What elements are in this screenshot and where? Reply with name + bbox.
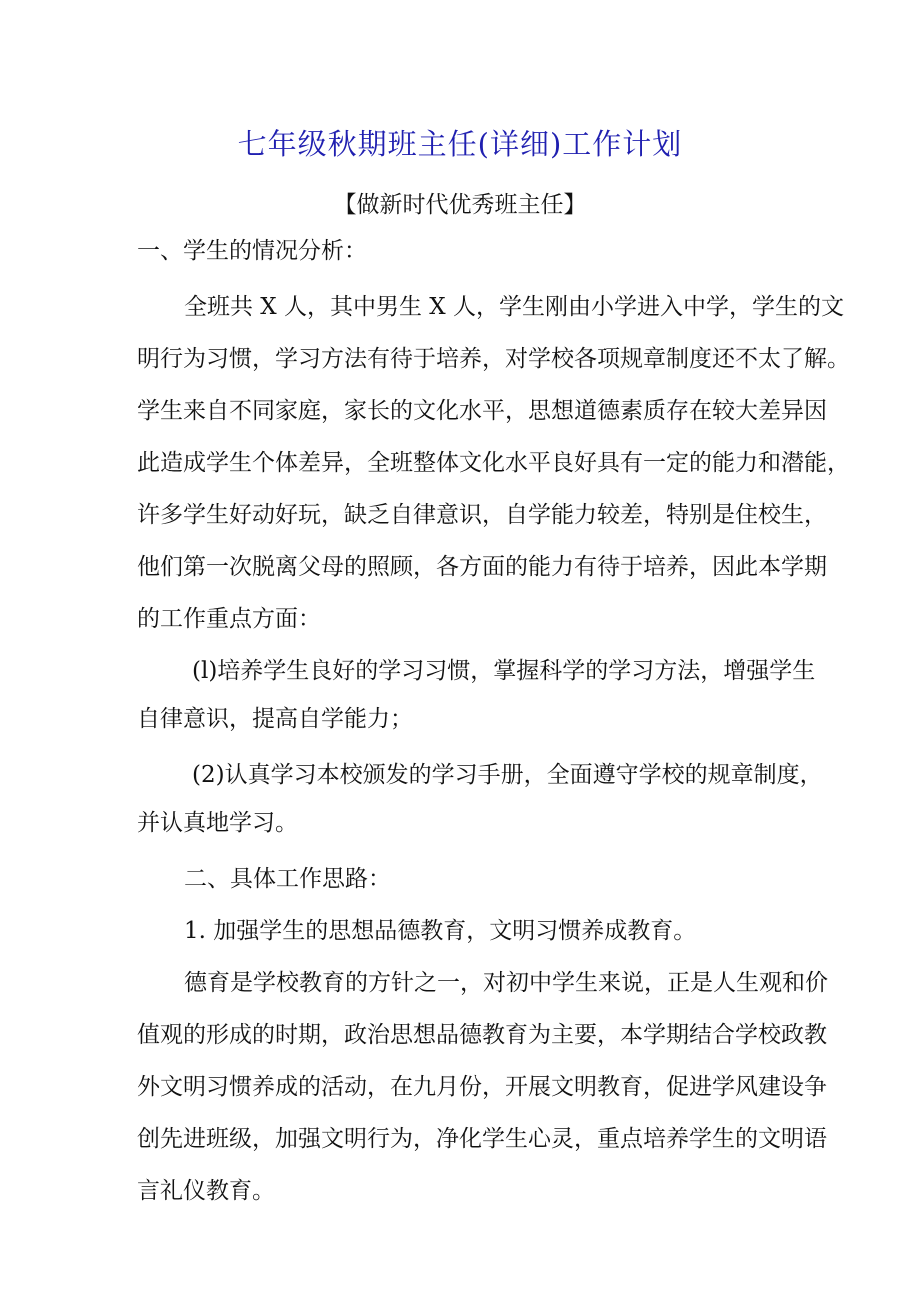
- document-subtitle: 【做新时代优秀班主任】: [333, 192, 587, 218]
- paragraph-line: 明行为习惯，学习方法有待于培养，对学校各项规章制度还不太了解。: [137, 346, 850, 372]
- paragraph-line: 全班共 X 人，其中男生 X 人，学生刚由小学进入中学，学生的文: [184, 294, 844, 320]
- paragraph-line: 此造成学生个体差异，全班整体文化水平良好具有一定的能力和潜能，: [137, 450, 850, 476]
- list-item-1-continued: 自律意识，提高自学能力；: [137, 706, 413, 732]
- list-item-2: (2)认真学习本校颁发的学习手册，全面遵守学校的规章制度，: [192, 762, 823, 788]
- paragraph-line: 外文明习惯养成的活动，在九月份，开展文明教育，促进学风建设争: [137, 1074, 827, 1100]
- paragraph-line: 创先进班级，加强文明行为，净化学生心灵，重点培养学生的文明语: [137, 1126, 827, 1152]
- paragraph-line: 学生来自不同家庭，家长的文化水平，思想道德素质存在较大差异因: [137, 398, 827, 424]
- list-item-2-continued: 并认真地学习。: [137, 810, 298, 836]
- document-title: 七年级秋期班主任(详细)工作计划: [237, 127, 683, 161]
- section-heading-2: 二、具体工作思路：: [184, 866, 391, 892]
- paragraph-line: 许多学生好动好玩，缺乏自律意识，自学能力较差，特别是住校生，: [137, 502, 827, 528]
- paragraph-line: 他们第一次脱离父母的照顾，各方面的能力有待于培养，因此本学期: [137, 554, 827, 580]
- section-heading-1: 一、学生的情况分析：: [137, 238, 367, 264]
- paragraph-line: 值观的形成的时期，政治思想品德教育为主要，本学期结合学校政教: [137, 1022, 827, 1048]
- paragraph-line: 的工作重点方面：: [137, 606, 321, 632]
- paragraph-line: 德育是学校教育的方针之一，对初中学生来说，正是人生观和价: [184, 970, 828, 996]
- subsection-heading-1: 1. 加强学生的思想品德教育，文明习惯养成教育。: [184, 918, 697, 944]
- list-item-1: (l)培养学生良好的学习习惯，掌握科学的学习方法，增强学生: [192, 658, 816, 684]
- paragraph-line: 言礼仪教育。: [137, 1178, 275, 1204]
